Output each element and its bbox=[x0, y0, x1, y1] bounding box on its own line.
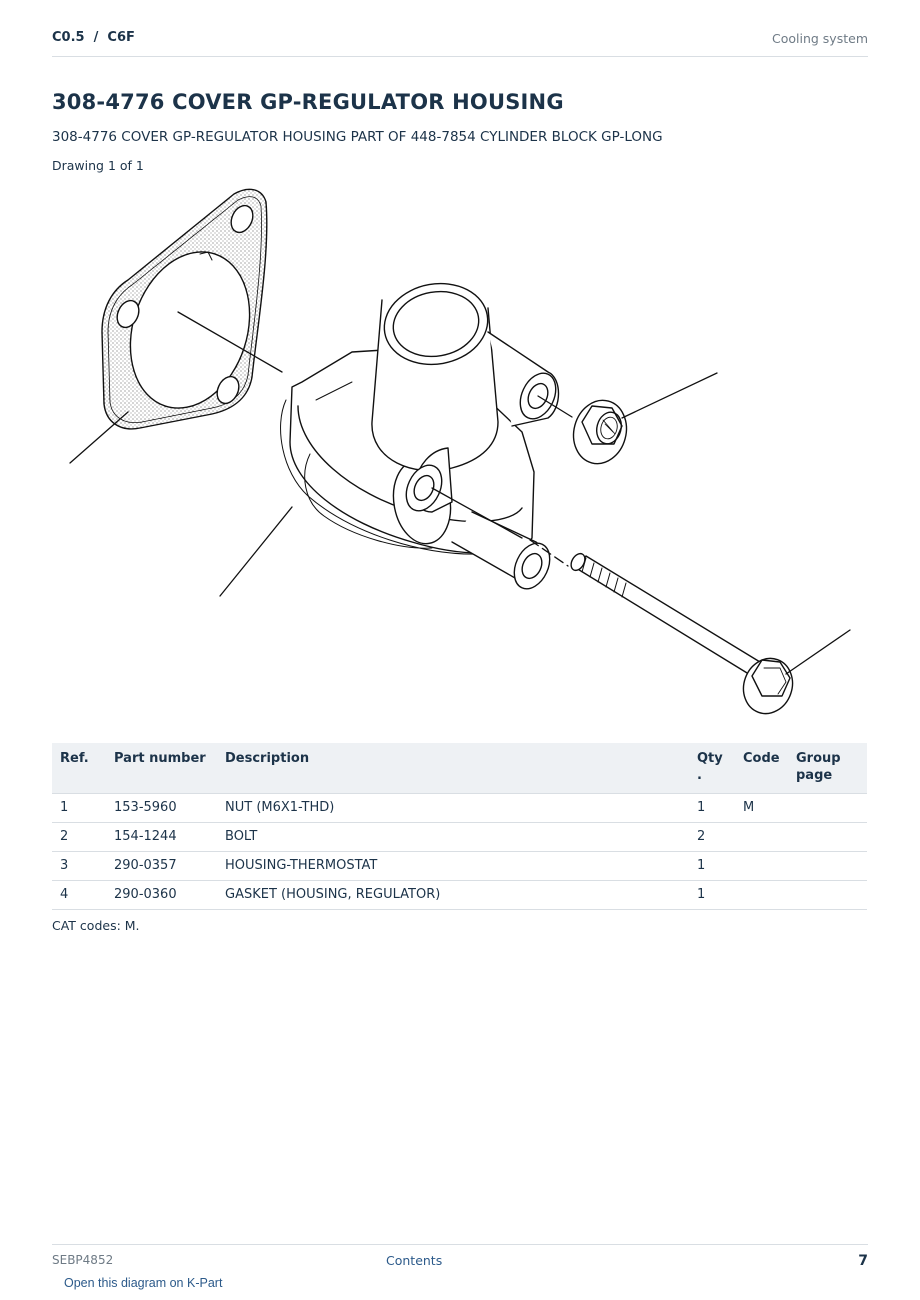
parts-table bbox=[52, 743, 867, 910]
cell-code bbox=[735, 823, 788, 852]
column-header-code: Code bbox=[735, 743, 788, 794]
nut-drawing bbox=[567, 394, 634, 469]
column-header-group-page: Group page bbox=[788, 743, 867, 794]
bolt-drawing bbox=[568, 551, 800, 720]
cat-codes-note: CAT codes: M. bbox=[52, 918, 140, 933]
cell-ref: 1 bbox=[52, 794, 106, 823]
cell-description: HOUSING-THERMOSTAT bbox=[217, 852, 689, 881]
cell-qty: 1 bbox=[689, 794, 735, 823]
page-title: 308-4776 COVER GP-REGULATOR HOUSING bbox=[52, 90, 564, 114]
cell-qty: 1 bbox=[689, 881, 735, 910]
cell-ref: 2 bbox=[52, 823, 106, 852]
parts-exploded-diagram bbox=[52, 182, 868, 722]
cell-code bbox=[735, 881, 788, 910]
page-number: 7 bbox=[858, 1253, 868, 1269]
cell-code: M bbox=[735, 794, 788, 823]
page-footer bbox=[52, 1244, 868, 1275]
column-header-qty: Qty . bbox=[689, 743, 735, 794]
open-kpart-link[interactable]: Open this diagram on K-Part bbox=[64, 1276, 223, 1290]
cell-ref: 4 bbox=[52, 881, 106, 910]
cell-description: NUT (M6X1-THD) bbox=[217, 794, 689, 823]
table-row bbox=[52, 794, 867, 823]
cell-part-number: 154-1244 bbox=[106, 823, 217, 852]
document-id: SEBP4852 bbox=[52, 1253, 114, 1267]
drawing-count: Drawing 1 of 1 bbox=[52, 158, 144, 173]
column-header-part-number: Part number bbox=[106, 743, 217, 794]
cell-ref: 3 bbox=[52, 852, 106, 881]
cell-part-number: 153-5960 bbox=[106, 794, 217, 823]
cell-group-page bbox=[788, 794, 867, 823]
column-header-ref: Ref. bbox=[52, 743, 106, 794]
cell-description: GASKET (HOUSING, REGULATOR) bbox=[217, 881, 689, 910]
cell-group-page bbox=[788, 823, 867, 852]
cell-group-page bbox=[788, 852, 867, 881]
section-name: Cooling system bbox=[772, 31, 868, 46]
page-header bbox=[52, 28, 868, 57]
contents-link[interactable]: Contents bbox=[386, 1253, 443, 1268]
cell-code bbox=[735, 852, 788, 881]
housing-drawing bbox=[281, 276, 563, 595]
cell-group-page bbox=[788, 881, 867, 910]
cell-description: BOLT bbox=[217, 823, 689, 852]
table-row bbox=[52, 823, 867, 852]
table-header-row bbox=[52, 743, 867, 794]
table-row bbox=[52, 881, 867, 910]
gasket-drawing bbox=[102, 189, 269, 429]
column-header-description: Description bbox=[217, 743, 689, 794]
page-subtitle: 308-4776 COVER GP-REGULATOR HOUSING PART OF 448-7854 CYLINDER BLOCK GP-LONG bbox=[52, 129, 663, 145]
cell-part-number: 290-0357 bbox=[106, 852, 217, 881]
table-row bbox=[52, 852, 867, 881]
cell-qty: 1 bbox=[689, 852, 735, 881]
breadcrumb: C0.5 / C6F bbox=[52, 30, 135, 45]
cell-part-number: 290-0360 bbox=[106, 881, 217, 910]
cell-qty: 2 bbox=[689, 823, 735, 852]
